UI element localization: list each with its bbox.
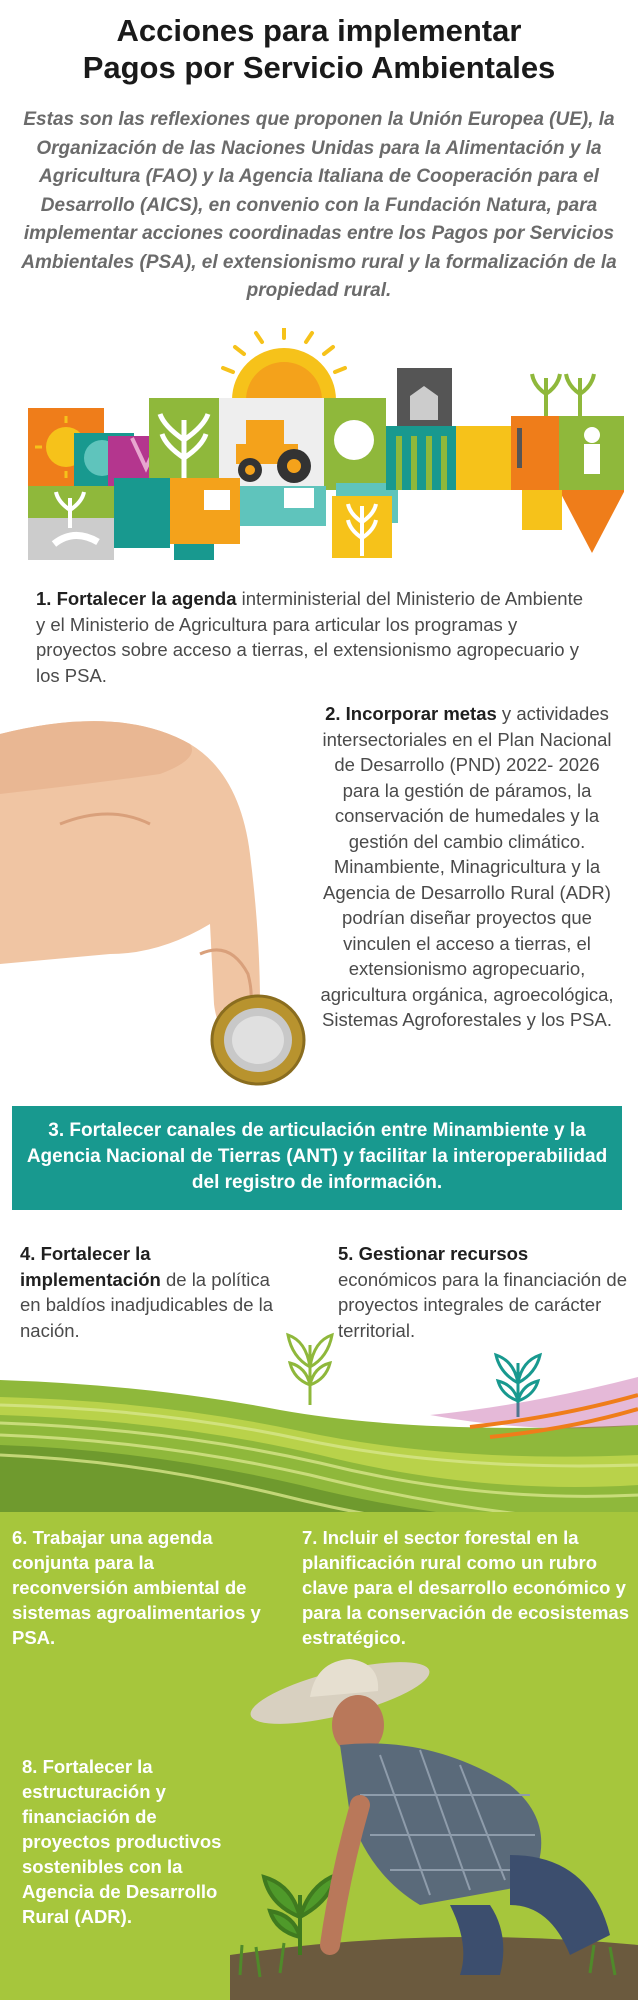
farmer-planting-seedling: [230, 1655, 638, 2000]
hand-holding-coin: [0, 704, 330, 1096]
action-7: 7. Incluir el sector forestal en la planificación rural como un rubro clave para el desarrollo económico y para la conservación de ecosistemas estratégico.: [302, 1527, 630, 1648]
action-8: 8. Fortalecer la estructuración y financiación de proyectos productivos sostenibles con la Agencia de Desarrollo Rural (ADR).: [22, 1756, 222, 1927]
action-5-bold: 5. Gestionar recursos: [338, 1243, 529, 1264]
title-line-1: Acciones para implementar: [116, 13, 522, 48]
intro-paragraph: Estas son las reflexiones que proponen la Unión Europea (UE), la Organización de las Naciones Unidas para la Alimentación y la Agricultura (FAO) y la Agencia Italiana de Cooperación para el Desarrollo (AICS), en convenio con la Fundación Natura, para implementar acciones coordinadas entre los Pagos por Servicios Ambientales (PSA), el extensionismo rural y la formalización de la propiedad rural.: [21, 109, 617, 301]
action-2-text: y actividades intersectoriales en el Plan Nacional de Desarrollo (PND) 2022- 2026 para la gestión de páramos, la conservación de humedales y la gestión del cambio climático. Minambiente, Minagricultura y la Agencia de Desarrollo Rural (ADR) podrían diseñar proyectos que vinculen el acceso a tierras, el extensionismo agropecuario, agricultura orgánica, agroecológica, Sistemas Agroforestales y los PSA.: [320, 703, 614, 1030]
action-2: [318, 701, 616, 1033]
action-1-bold: 1. Fortalecer la agenda: [36, 588, 237, 609]
action-3-banner: [12, 1106, 622, 1210]
action-5-text: económicos para la financiación de proyectos integrales de carácter territorial.: [338, 1268, 627, 1341]
striped-crop-fields: [0, 1305, 638, 1520]
page-title: [0, 12, 638, 86]
title-line-2: Pagos por Servicio Ambientales: [82, 50, 556, 85]
action-1-text: interministerial del Ministerio de Ambiente y el Ministerio de Agricultura para articular los programas y proyectos sobre acceso a tierras, el extensionismo agropecuario y los PSA.: [36, 588, 584, 686]
action-3-text: 3. Fortalecer canales de articulación entre Minambiente y la Agencia Nacional de Tierras (ANT) y facilitar la interoperabilidad del registro de información.: [26, 1120, 608, 1193]
action-2-bold: 2. Incorporar metas: [325, 703, 497, 724]
action-4-text: de la política en baldíos inadjudicables de la nación.: [20, 1268, 274, 1341]
agriculture-icons-mosaic: [14, 328, 624, 560]
action-4-bold: 4. Fortalecer la implementación: [20, 1243, 161, 1290]
action-1: [36, 586, 596, 688]
sprout-icon: [288, 1335, 332, 1405]
action-6: 6. Trabajar una agenda conjunta para la reconversión ambiental de sistemas agroalimentarios y PSA.: [12, 1527, 261, 1648]
